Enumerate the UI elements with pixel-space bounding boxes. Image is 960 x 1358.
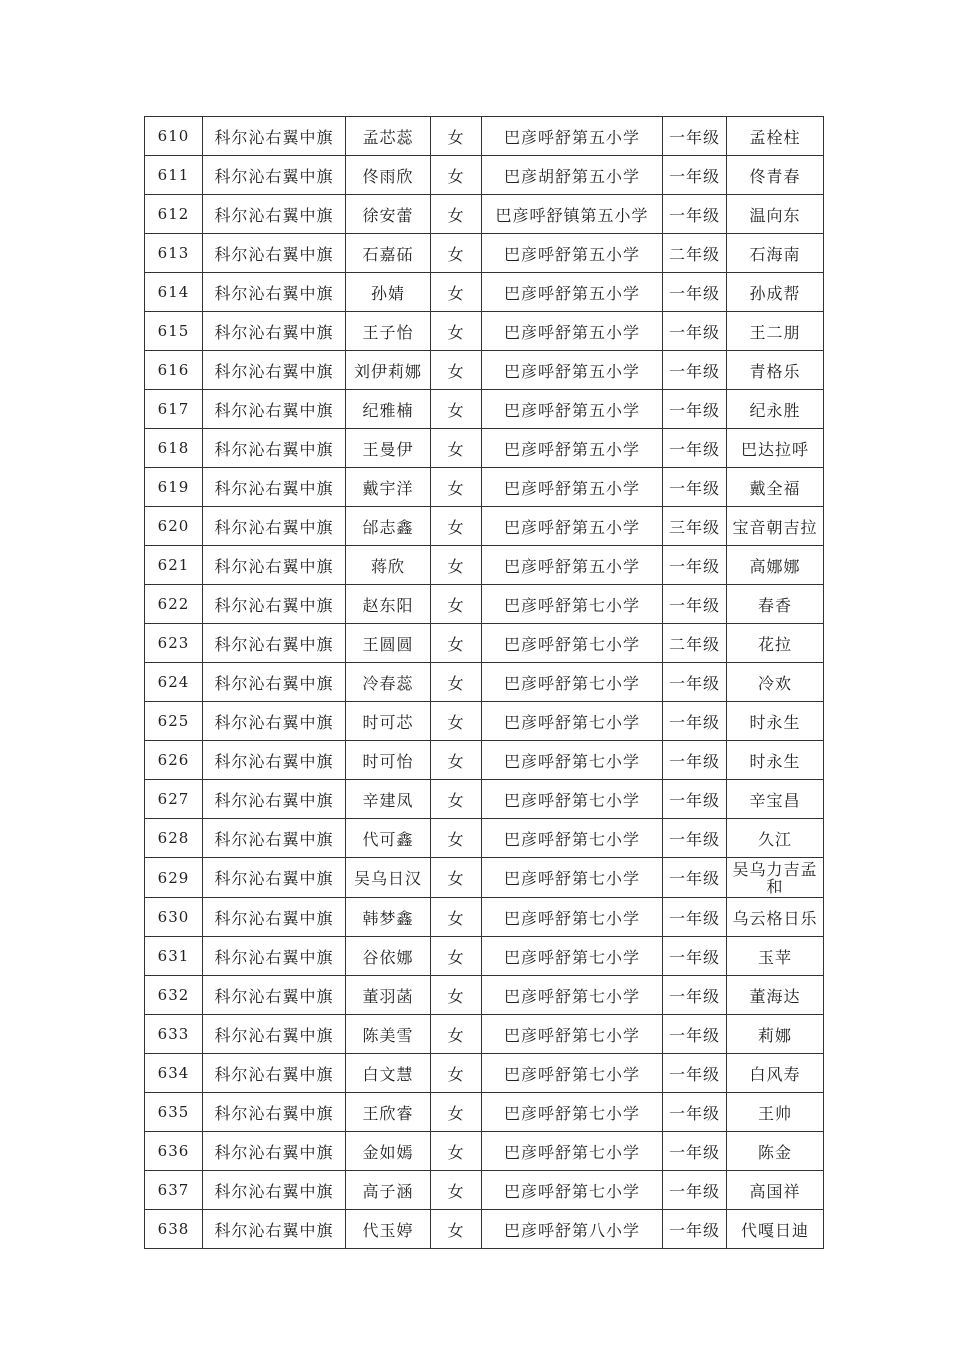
guardian-cell: 久江 xyxy=(727,819,824,858)
table-row xyxy=(145,195,824,234)
guardian-cell: 温向东 xyxy=(727,195,824,234)
grade-cell: 一年级 xyxy=(663,468,727,507)
grade-cell: 一年级 xyxy=(663,976,727,1015)
student-name-cell: 王欣睿 xyxy=(346,1093,431,1132)
gender-cell: 女 xyxy=(431,858,482,898)
guardian-cell: 孟栓柱 xyxy=(727,117,824,156)
row-number: 614 xyxy=(145,273,203,312)
grade-cell: 一年级 xyxy=(663,390,727,429)
gender-cell: 女 xyxy=(431,1210,482,1249)
table-row xyxy=(145,976,824,1015)
table-row xyxy=(145,741,824,780)
table-row xyxy=(145,937,824,976)
gender-cell: 女 xyxy=(431,624,482,663)
region-cell: 科尔沁右翼中旗 xyxy=(203,858,346,898)
gender-cell: 女 xyxy=(431,117,482,156)
gender-cell: 女 xyxy=(431,585,482,624)
gender-cell: 女 xyxy=(431,429,482,468)
guardian-cell: 纪永胜 xyxy=(727,390,824,429)
table-row xyxy=(145,156,824,195)
region-cell: 科尔沁右翼中旗 xyxy=(203,546,346,585)
student-name-cell: 冷春蕊 xyxy=(346,663,431,702)
region-cell: 科尔沁右翼中旗 xyxy=(203,702,346,741)
student-name-cell: 金如嫣 xyxy=(346,1132,431,1171)
row-number: 637 xyxy=(145,1171,203,1210)
gender-cell: 女 xyxy=(431,976,482,1015)
row-number: 635 xyxy=(145,1093,203,1132)
gender-cell: 女 xyxy=(431,741,482,780)
row-number: 623 xyxy=(145,624,203,663)
region-cell: 科尔沁右翼中旗 xyxy=(203,1093,346,1132)
student-name-cell: 王子怡 xyxy=(346,312,431,351)
row-number: 618 xyxy=(145,429,203,468)
region-cell: 科尔沁右翼中旗 xyxy=(203,937,346,976)
region-cell: 科尔沁右翼中旗 xyxy=(203,1054,346,1093)
student-name-cell: 石嘉砳 xyxy=(346,234,431,273)
row-number: 613 xyxy=(145,234,203,273)
region-cell: 科尔沁右翼中旗 xyxy=(203,429,346,468)
school-cell: 巴彦呼舒第七小学 xyxy=(482,898,663,937)
region-cell: 科尔沁右翼中旗 xyxy=(203,780,346,819)
guardian-cell: 佟青春 xyxy=(727,156,824,195)
student-name-cell: 时可芯 xyxy=(346,702,431,741)
student-name-cell: 谷依娜 xyxy=(346,937,431,976)
guardian-cell: 代嘎日迪 xyxy=(727,1210,824,1249)
guardian-cell: 高娜娜 xyxy=(727,546,824,585)
gender-cell: 女 xyxy=(431,546,482,585)
row-number: 616 xyxy=(145,351,203,390)
gender-cell: 女 xyxy=(431,819,482,858)
school-cell: 巴彦胡舒第五小学 xyxy=(482,156,663,195)
grade-cell: 一年级 xyxy=(663,937,727,976)
grade-cell: 一年级 xyxy=(663,546,727,585)
region-cell: 科尔沁右翼中旗 xyxy=(203,273,346,312)
table-row xyxy=(145,819,824,858)
region-cell: 科尔沁右翼中旗 xyxy=(203,507,346,546)
school-cell: 巴彦呼舒第五小学 xyxy=(482,546,663,585)
row-number: 625 xyxy=(145,702,203,741)
roster-body xyxy=(145,117,824,1249)
school-cell: 巴彦呼舒第七小学 xyxy=(482,741,663,780)
school-cell: 巴彦呼舒第五小学 xyxy=(482,468,663,507)
school-cell: 巴彦呼舒第七小学 xyxy=(482,976,663,1015)
grade-cell: 一年级 xyxy=(663,156,727,195)
student-name-cell: 韩梦鑫 xyxy=(346,898,431,937)
grade-cell: 一年级 xyxy=(663,429,727,468)
grade-cell: 一年级 xyxy=(663,585,727,624)
gender-cell: 女 xyxy=(431,1015,482,1054)
gender-cell: 女 xyxy=(431,468,482,507)
student-name-cell: 王曼伊 xyxy=(346,429,431,468)
table-row xyxy=(145,429,824,468)
gender-cell: 女 xyxy=(431,156,482,195)
student-name-cell: 董羽菡 xyxy=(346,976,431,1015)
school-cell: 巴彦呼舒第五小学 xyxy=(482,312,663,351)
school-cell: 巴彦呼舒第七小学 xyxy=(482,858,663,898)
guardian-cell: 时永生 xyxy=(727,702,824,741)
grade-cell: 一年级 xyxy=(663,1054,727,1093)
table-row xyxy=(145,234,824,273)
guardian-cell: 孙成帮 xyxy=(727,273,824,312)
row-number: 630 xyxy=(145,898,203,937)
region-cell: 科尔沁右翼中旗 xyxy=(203,156,346,195)
gender-cell: 女 xyxy=(431,195,482,234)
student-name-cell: 蒋欣 xyxy=(346,546,431,585)
grade-cell: 一年级 xyxy=(663,312,727,351)
guardian-cell: 花拉 xyxy=(727,624,824,663)
region-cell: 科尔沁右翼中旗 xyxy=(203,351,346,390)
row-number: 621 xyxy=(145,546,203,585)
region-cell: 科尔沁右翼中旗 xyxy=(203,1210,346,1249)
student-name-cell: 佟雨欣 xyxy=(346,156,431,195)
grade-cell: 一年级 xyxy=(663,819,727,858)
region-cell: 科尔沁右翼中旗 xyxy=(203,1132,346,1171)
region-cell: 科尔沁右翼中旗 xyxy=(203,468,346,507)
gender-cell: 女 xyxy=(431,937,482,976)
table-row xyxy=(145,624,824,663)
grade-cell: 一年级 xyxy=(663,1210,727,1249)
region-cell: 科尔沁右翼中旗 xyxy=(203,312,346,351)
region-cell: 科尔沁右翼中旗 xyxy=(203,390,346,429)
table-row xyxy=(145,507,824,546)
student-name-cell: 白文慧 xyxy=(346,1054,431,1093)
gender-cell: 女 xyxy=(431,1093,482,1132)
guardian-cell: 冷欢 xyxy=(727,663,824,702)
table-row xyxy=(145,351,824,390)
grade-cell: 一年级 xyxy=(663,741,727,780)
row-number: 636 xyxy=(145,1132,203,1171)
guardian-cell: 王帅 xyxy=(727,1093,824,1132)
grade-cell: 一年级 xyxy=(663,702,727,741)
student-name-cell: 孟芯蕊 xyxy=(346,117,431,156)
row-number: 632 xyxy=(145,976,203,1015)
row-number: 624 xyxy=(145,663,203,702)
table-row xyxy=(145,273,824,312)
grade-cell: 二年级 xyxy=(663,234,727,273)
school-cell: 巴彦呼舒第七小学 xyxy=(482,1093,663,1132)
grade-cell: 一年级 xyxy=(663,858,727,898)
school-cell: 巴彦呼舒第七小学 xyxy=(482,702,663,741)
row-number: 617 xyxy=(145,390,203,429)
student-name-cell: 刘伊莉娜 xyxy=(346,351,431,390)
table-row xyxy=(145,1015,824,1054)
guardian-cell: 玉苹 xyxy=(727,937,824,976)
region-cell: 科尔沁右翼中旗 xyxy=(203,585,346,624)
region-cell: 科尔沁右翼中旗 xyxy=(203,1171,346,1210)
region-cell: 科尔沁右翼中旗 xyxy=(203,741,346,780)
school-cell: 巴彦呼舒第七小学 xyxy=(482,1015,663,1054)
grade-cell: 一年级 xyxy=(663,351,727,390)
guardian-cell: 高国祥 xyxy=(727,1171,824,1210)
student-name-cell: 纪雅楠 xyxy=(346,390,431,429)
row-number: 629 xyxy=(145,858,203,898)
row-number: 638 xyxy=(145,1210,203,1249)
gender-cell: 女 xyxy=(431,1171,482,1210)
school-cell: 巴彦呼舒第七小学 xyxy=(482,937,663,976)
row-number: 615 xyxy=(145,312,203,351)
school-cell: 巴彦呼舒第七小学 xyxy=(482,1132,663,1171)
grade-cell: 一年级 xyxy=(663,195,727,234)
student-roster-table xyxy=(144,116,824,1249)
guardian-cell: 莉娜 xyxy=(727,1015,824,1054)
student-name-cell: 代可鑫 xyxy=(346,819,431,858)
gender-cell: 女 xyxy=(431,898,482,937)
region-cell: 科尔沁右翼中旗 xyxy=(203,819,346,858)
row-number: 634 xyxy=(145,1054,203,1093)
table-row xyxy=(145,546,824,585)
row-number: 627 xyxy=(145,780,203,819)
table-row xyxy=(145,780,824,819)
guardian-cell: 巴达拉呼 xyxy=(727,429,824,468)
grade-cell: 一年级 xyxy=(663,663,727,702)
row-number: 619 xyxy=(145,468,203,507)
guardian-cell: 春香 xyxy=(727,585,824,624)
guardian-cell: 宝音朝吉拉 xyxy=(727,507,824,546)
student-name-cell: 邰志鑫 xyxy=(346,507,431,546)
region-cell: 科尔沁右翼中旗 xyxy=(203,663,346,702)
region-cell: 科尔沁右翼中旗 xyxy=(203,898,346,937)
gender-cell: 女 xyxy=(431,780,482,819)
row-number: 620 xyxy=(145,507,203,546)
school-cell: 巴彦呼舒第八小学 xyxy=(482,1210,663,1249)
grade-cell: 一年级 xyxy=(663,780,727,819)
gender-cell: 女 xyxy=(431,1132,482,1171)
region-cell: 科尔沁右翼中旗 xyxy=(203,195,346,234)
grade-cell: 三年级 xyxy=(663,507,727,546)
school-cell: 巴彦呼舒第七小学 xyxy=(482,663,663,702)
table-row xyxy=(145,117,824,156)
guardian-cell: 王二朋 xyxy=(727,312,824,351)
gender-cell: 女 xyxy=(431,390,482,429)
region-cell: 科尔沁右翼中旗 xyxy=(203,1015,346,1054)
student-name-cell: 戴宇洋 xyxy=(346,468,431,507)
grade-cell: 二年级 xyxy=(663,624,727,663)
guardian-cell: 吴乌力吉孟和 xyxy=(727,858,824,898)
table-row xyxy=(145,1132,824,1171)
table-row xyxy=(145,858,824,898)
table-row xyxy=(145,585,824,624)
gender-cell: 女 xyxy=(431,312,482,351)
grade-cell: 一年级 xyxy=(663,898,727,937)
guardian-cell: 白风寿 xyxy=(727,1054,824,1093)
guardian-cell: 乌云格日乐 xyxy=(727,898,824,937)
table-row xyxy=(145,1054,824,1093)
gender-cell: 女 xyxy=(431,273,482,312)
school-cell: 巴彦呼舒第五小学 xyxy=(482,429,663,468)
table-row xyxy=(145,468,824,507)
region-cell: 科尔沁右翼中旗 xyxy=(203,117,346,156)
school-cell: 巴彦呼舒第五小学 xyxy=(482,234,663,273)
table-row xyxy=(145,898,824,937)
school-cell: 巴彦呼舒第五小学 xyxy=(482,273,663,312)
row-number: 626 xyxy=(145,741,203,780)
school-cell: 巴彦呼舒第五小学 xyxy=(482,117,663,156)
grade-cell: 一年级 xyxy=(663,1015,727,1054)
school-cell: 巴彦呼舒第七小学 xyxy=(482,1171,663,1210)
guardian-cell: 时永生 xyxy=(727,741,824,780)
school-cell: 巴彦呼舒第七小学 xyxy=(482,1054,663,1093)
gender-cell: 女 xyxy=(431,1054,482,1093)
grade-cell: 一年级 xyxy=(663,273,727,312)
school-cell: 巴彦呼舒第七小学 xyxy=(482,819,663,858)
student-name-cell: 高子涵 xyxy=(346,1171,431,1210)
student-name-cell: 陈美雪 xyxy=(346,1015,431,1054)
school-cell: 巴彦呼舒第五小学 xyxy=(482,390,663,429)
grade-cell: 一年级 xyxy=(663,1093,727,1132)
student-name-cell: 徐安蕾 xyxy=(346,195,431,234)
student-name-cell: 孙婧 xyxy=(346,273,431,312)
grade-cell: 一年级 xyxy=(663,1171,727,1210)
table-row xyxy=(145,312,824,351)
guardian-cell: 董海达 xyxy=(727,976,824,1015)
student-name-cell: 时可怡 xyxy=(346,741,431,780)
gender-cell: 女 xyxy=(431,234,482,273)
school-cell: 巴彦呼舒第七小学 xyxy=(482,624,663,663)
grade-cell: 一年级 xyxy=(663,1132,727,1171)
row-number: 633 xyxy=(145,1015,203,1054)
region-cell: 科尔沁右翼中旗 xyxy=(203,234,346,273)
row-number: 610 xyxy=(145,117,203,156)
gender-cell: 女 xyxy=(431,351,482,390)
student-name-cell: 辛建凤 xyxy=(346,780,431,819)
region-cell: 科尔沁右翼中旗 xyxy=(203,624,346,663)
region-cell: 科尔沁右翼中旗 xyxy=(203,976,346,1015)
student-name-cell: 王圆圆 xyxy=(346,624,431,663)
table-row xyxy=(145,390,824,429)
table-row xyxy=(145,663,824,702)
table-row xyxy=(145,1171,824,1210)
guardian-cell: 戴全福 xyxy=(727,468,824,507)
table-row xyxy=(145,1210,824,1249)
row-number: 622 xyxy=(145,585,203,624)
student-name-cell: 赵东阳 xyxy=(346,585,431,624)
gender-cell: 女 xyxy=(431,702,482,741)
row-number: 631 xyxy=(145,937,203,976)
row-number: 628 xyxy=(145,819,203,858)
grade-cell: 一年级 xyxy=(663,117,727,156)
school-cell: 巴彦呼舒第五小学 xyxy=(482,507,663,546)
school-cell: 巴彦呼舒第七小学 xyxy=(482,585,663,624)
table-row xyxy=(145,702,824,741)
guardian-cell: 青格乐 xyxy=(727,351,824,390)
student-name-cell: 代玉婷 xyxy=(346,1210,431,1249)
table-row xyxy=(145,1093,824,1132)
guardian-cell: 辛宝昌 xyxy=(727,780,824,819)
row-number: 612 xyxy=(145,195,203,234)
student-name-cell: 吴乌日汉 xyxy=(346,858,431,898)
school-cell: 巴彦呼舒第五小学 xyxy=(482,351,663,390)
school-cell: 巴彦呼舒第七小学 xyxy=(482,780,663,819)
guardian-cell: 石海南 xyxy=(727,234,824,273)
guardian-cell: 陈金 xyxy=(727,1132,824,1171)
gender-cell: 女 xyxy=(431,507,482,546)
gender-cell: 女 xyxy=(431,663,482,702)
school-cell: 巴彦呼舒镇第五小学 xyxy=(482,195,663,234)
row-number: 611 xyxy=(145,156,203,195)
